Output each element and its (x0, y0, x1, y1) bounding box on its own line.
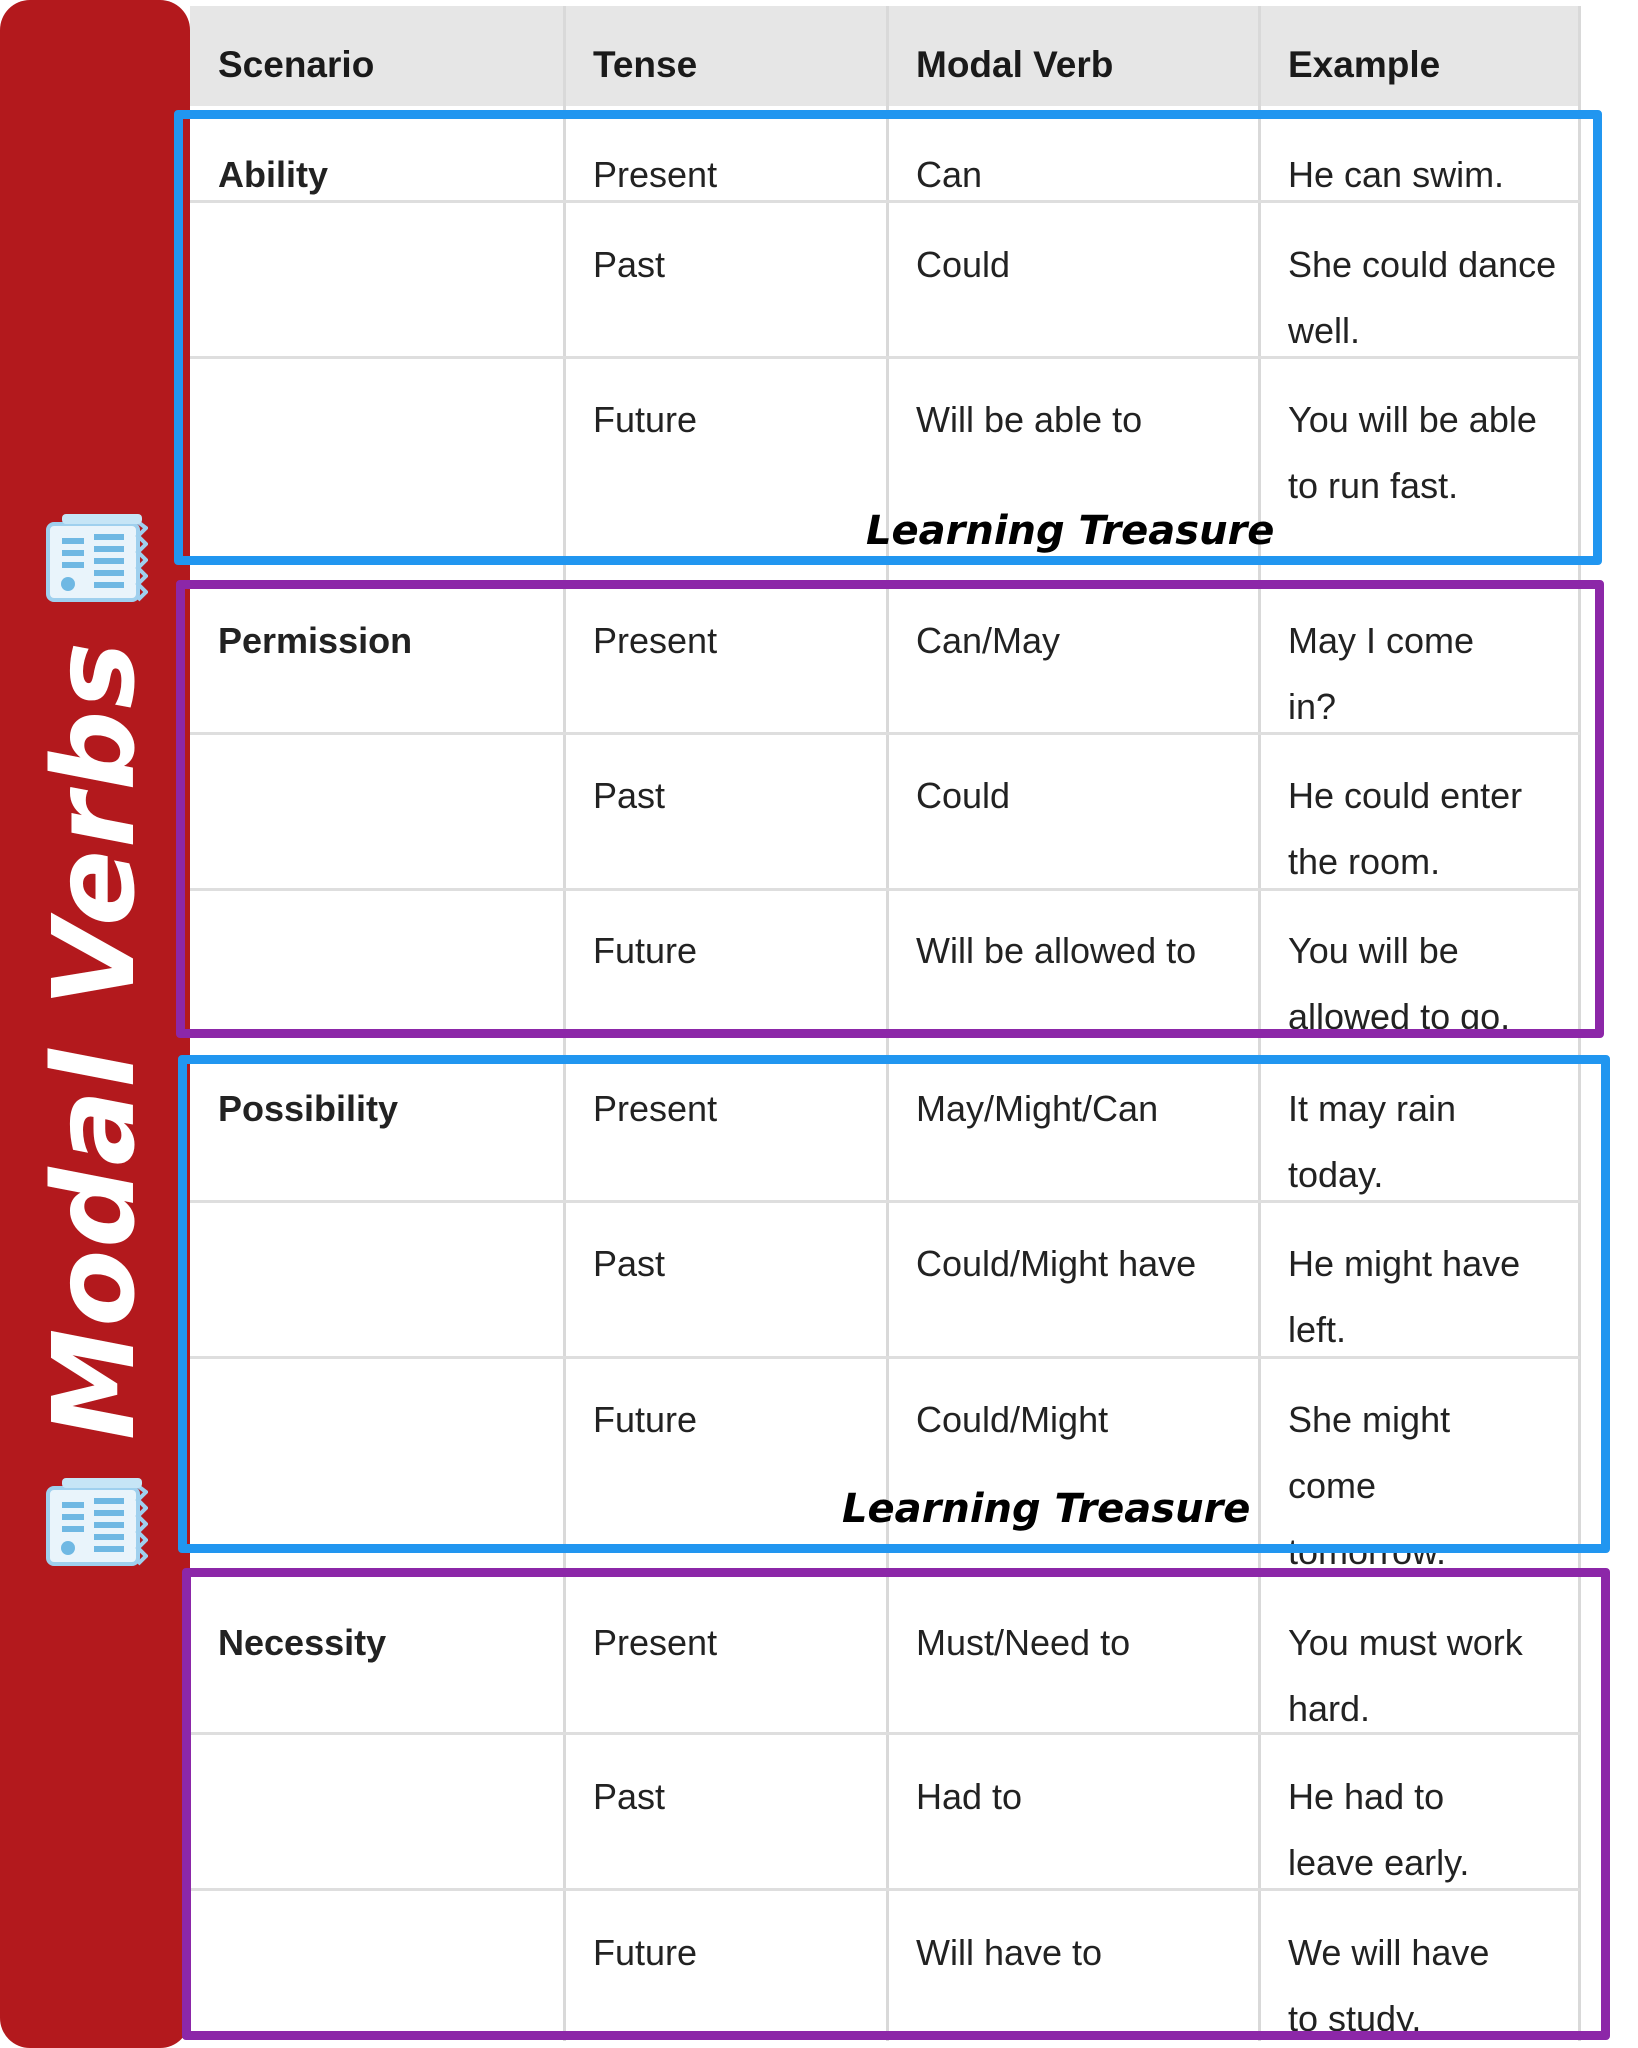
cell-tense: Past (593, 1776, 666, 1817)
cell-modal-verb: Could/Might have (916, 1243, 1197, 1284)
group-necessity-outline (182, 1568, 1610, 2040)
cell-tense: Past (593, 1243, 666, 1284)
receipt-icon (42, 1474, 148, 1570)
watermark-text: Learning Treasure (866, 508, 1275, 554)
header-modal-verb: Modal Verb (916, 44, 1114, 85)
cell-modal-verb: Can (916, 154, 983, 195)
group-ability-outline (174, 110, 1602, 565)
cell-tense: Present (593, 620, 718, 661)
title-banner (0, 0, 190, 2048)
group-possibility-outline (178, 1055, 1610, 1553)
cell-example: You will be allowed to go. (1288, 930, 1511, 1037)
cell-modal-verb: Had to (916, 1776, 1023, 1817)
cell-modal-verb: May/Might/Can (916, 1088, 1159, 1129)
cell-modal-verb: Must/Need to (916, 1622, 1131, 1663)
cell-modal-verb: Will be able to (916, 399, 1143, 440)
cell-modal-verb: Could (916, 775, 1011, 816)
cell-scenario: Possibility (218, 1088, 399, 1129)
cell-example: We will have to study. (1288, 1932, 1490, 2039)
receipt-icon (42, 510, 148, 606)
cell-modal-verb: Could (916, 244, 1011, 285)
cell-scenario: Ability (218, 154, 329, 195)
cell-example: She could dance well. (1288, 244, 1557, 351)
cell-modal-verb: Will be allowed to (916, 930, 1197, 971)
banner-content (20, 590, 170, 1490)
cell-example: May I come in? (1288, 620, 1475, 727)
cell-example: He could enter the room. (1288, 775, 1523, 882)
header-example: Example (1288, 44, 1441, 85)
cell-scenario: Permission (218, 620, 413, 661)
group-permission-outline (176, 580, 1604, 1038)
cell-modal-verb: Could/Might (916, 1399, 1109, 1440)
cell-example: You must work hard. (1288, 1622, 1523, 1729)
cell-example: He might have left. (1288, 1243, 1521, 1350)
watermark-text: Learning Treasure (842, 1486, 1251, 1532)
cell-example: She might come tomorrow. (1288, 1399, 1451, 1572)
table-header (190, 6, 1580, 106)
cell-tense: Past (593, 775, 666, 816)
cell-example: He can swim. (1288, 154, 1505, 195)
header-tense: Tense (593, 44, 698, 85)
cell-scenario: Necessity (218, 1622, 387, 1663)
cell-tense: Present (593, 154, 718, 195)
cell-tense: Future (593, 399, 698, 440)
cell-example: He had to leave early. (1288, 1776, 1470, 1883)
cell-tense: Future (593, 1932, 698, 1973)
cell-tense: Future (593, 930, 698, 971)
cell-example: It may rain today. (1288, 1088, 1457, 1195)
cell-modal-verb: Can/May (916, 620, 1061, 661)
cell-tense: Present (593, 1088, 718, 1129)
cell-example: You will be able to run fast. (1288, 399, 1537, 506)
cell-tense: Future (593, 1399, 698, 1440)
cell-modal-verb: Will have to (916, 1932, 1103, 1973)
modal-verbs-table (190, 0, 1638, 2048)
header-scenario: Scenario (218, 44, 375, 85)
page-title: Modal Verbs (30, 639, 160, 1441)
cell-tense: Past (593, 244, 666, 285)
cell-tense: Present (593, 1622, 718, 1663)
